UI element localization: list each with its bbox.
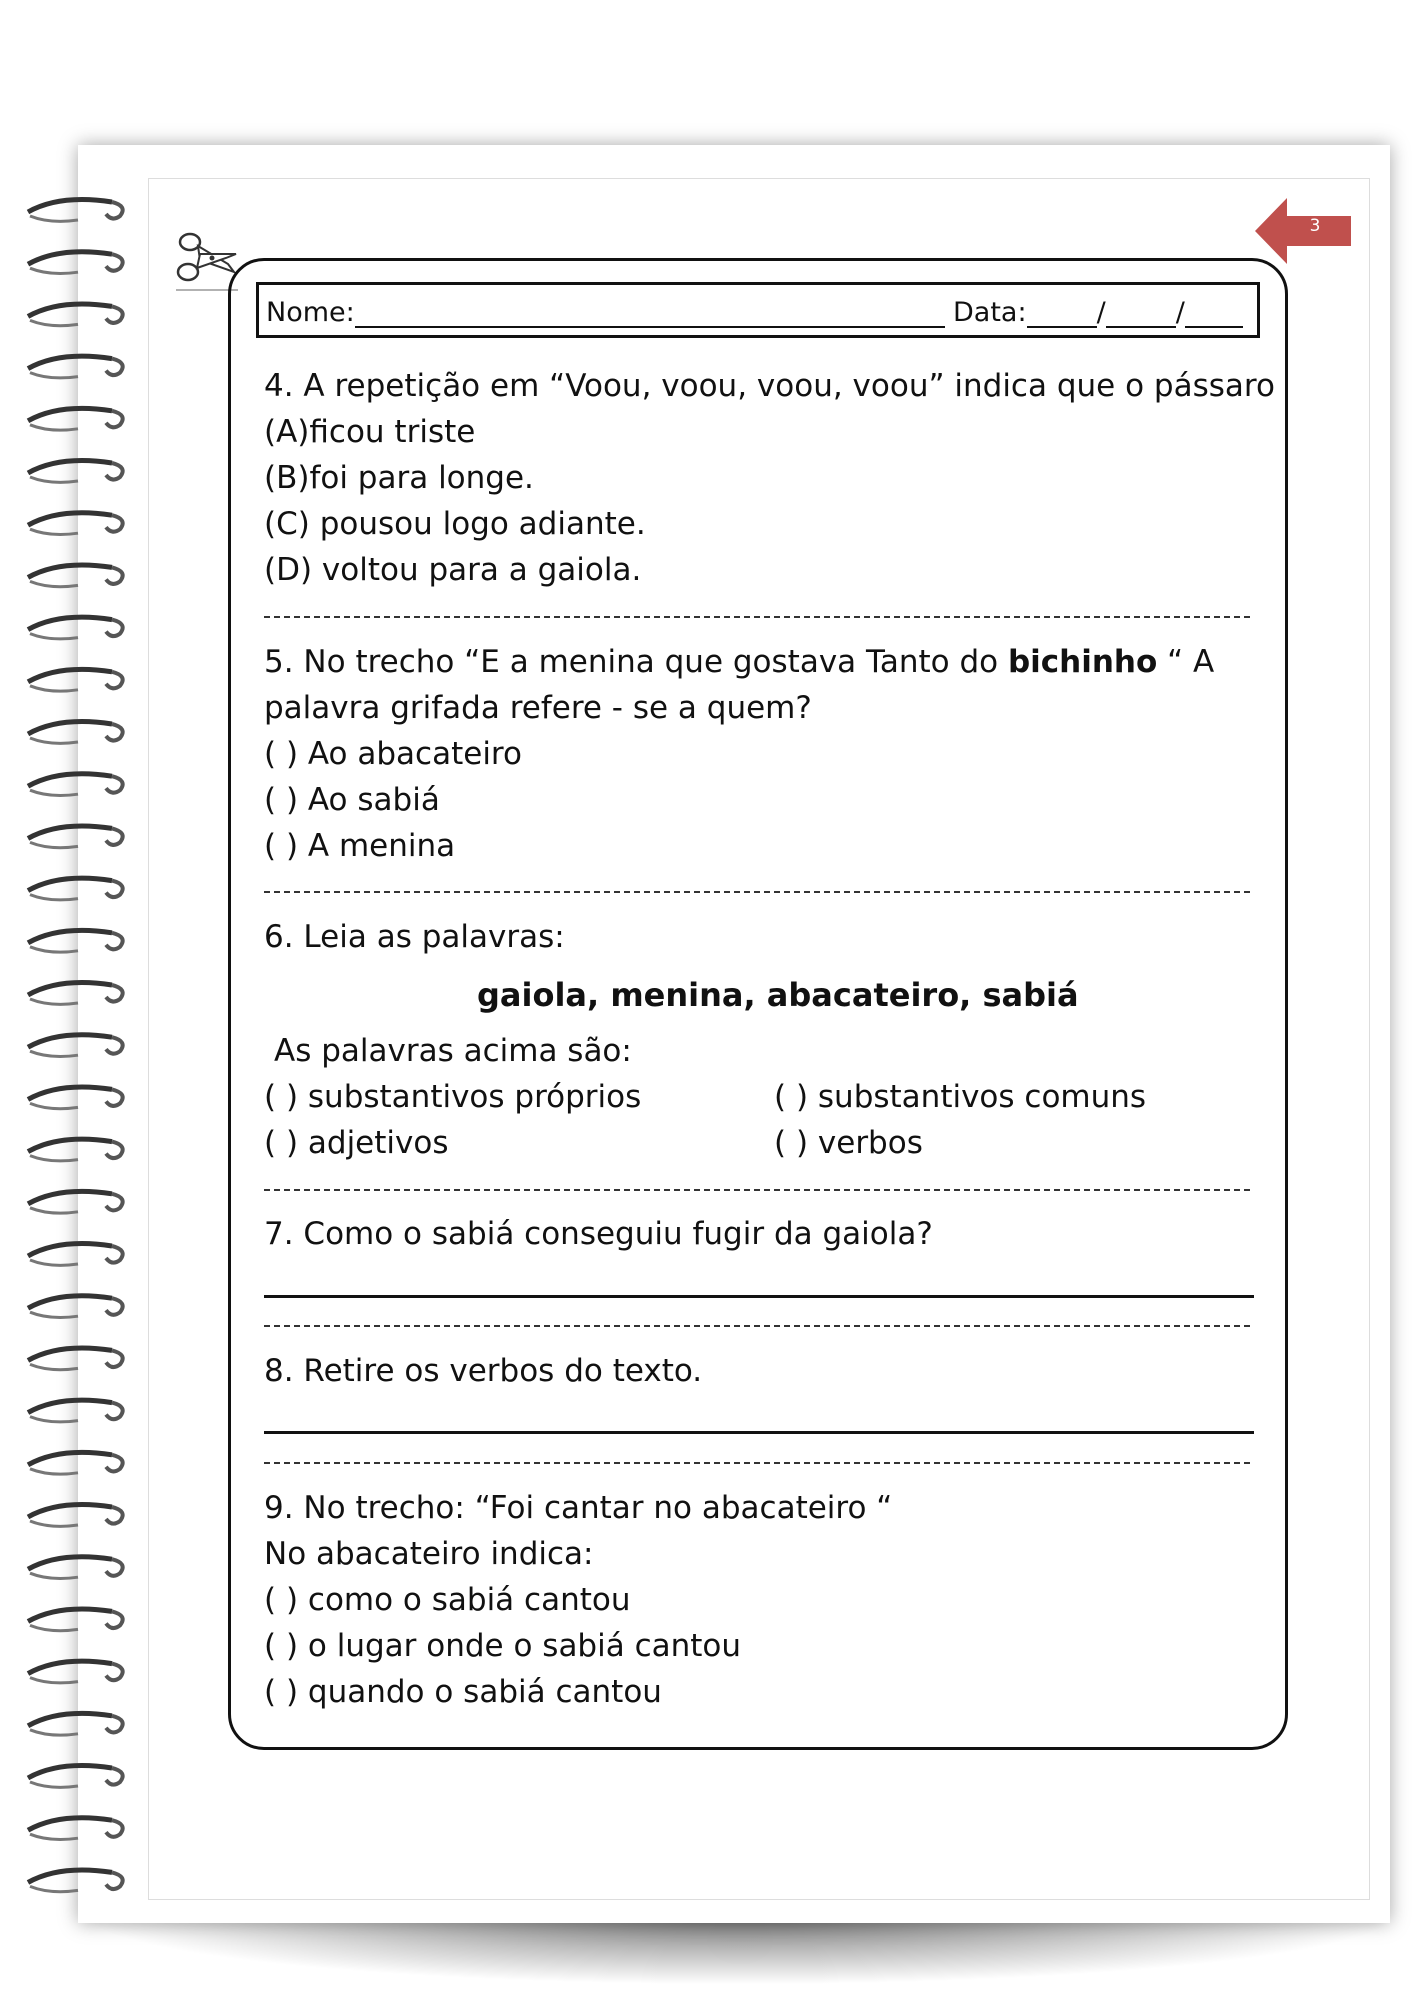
date-field[interactable] (953, 297, 1243, 328)
spiral-ring-front (30, 373, 78, 378)
q6-option-proper-nouns[interactable]: ( ) substantivos próprios (264, 1079, 642, 1115)
spiral-ring-hook (106, 1820, 123, 1837)
spiral-ring-hook (106, 1559, 123, 1576)
q9-option-2[interactable]: ( ) o lugar onde o sabiá cantou (264, 1628, 742, 1664)
spiral-ring-hook (106, 1768, 123, 1785)
spiral-ring-front (30, 1678, 78, 1683)
spiral-ring-front (30, 529, 78, 534)
spiral-ring-hook (106, 1194, 123, 1211)
spiral-ring-hook (106, 1142, 123, 1159)
spiral-ring (28, 617, 112, 629)
spiral-ring-hook (106, 724, 123, 741)
spiral-ring (28, 1087, 112, 1099)
question-6-prompt: As palavras acima são: (274, 1033, 632, 1069)
spiral-ring (28, 722, 112, 734)
spiral-ring-front (30, 634, 78, 639)
question-6: 6. Leia as palavras: (264, 919, 565, 955)
spiral-ring (28, 1348, 112, 1360)
spiral-ring (28, 930, 112, 942)
spiral-ring-front (30, 999, 78, 1004)
spiral-ring-hook (106, 359, 123, 376)
spiral-ring-front (30, 895, 78, 900)
spiral-ring-front (30, 1625, 78, 1630)
spiral-ring-hook (106, 1350, 123, 1367)
question-9: 9. No trecho: “Foi cantar no abacateiro “ (264, 1490, 893, 1526)
spiral-ring (28, 200, 112, 212)
spiral-ring-front (30, 1312, 78, 1317)
spiral-ring (28, 1557, 112, 1569)
question-7: 7. Como o sabiá conseguiu fugir da gaiola? (264, 1216, 933, 1252)
question-4: 4. A repetição em “Voou, voou, voou, voou” indica que o pássaro (264, 368, 1275, 404)
spiral-ring-hook (106, 672, 123, 689)
spiral-ring (28, 826, 112, 838)
spiral-ring-hook (106, 985, 123, 1002)
spiral-ring (28, 1400, 112, 1412)
spiral-ring (28, 669, 112, 681)
spiral-ring (28, 983, 112, 995)
spiral-ring-hook (106, 463, 123, 480)
spiral-ring-front (30, 1886, 78, 1891)
spiral-ring-front (30, 320, 78, 325)
spiral-ring (28, 774, 112, 786)
spiral-ring-hook (106, 776, 123, 793)
spiral-ring-hook (106, 933, 123, 950)
question-9-prompt: No abacateiro indica: (264, 1536, 594, 1572)
spiral-ring-front (30, 1260, 78, 1265)
divider (264, 891, 1250, 893)
spiral-ring-front (30, 1417, 78, 1422)
spiral-ring-hook (106, 567, 123, 584)
divider (264, 1462, 1250, 1464)
spiral-ring-hook (106, 1298, 123, 1315)
divider (264, 616, 1250, 618)
spiral-ring-hook (106, 1664, 123, 1681)
name-line[interactable] (355, 302, 945, 328)
spiral-ring-front (30, 1156, 78, 1161)
spiral-ring-hook (106, 1455, 123, 1472)
question-8: 8. Retire os verbos do texto. (264, 1353, 703, 1389)
q9-option-1[interactable]: ( ) como o sabiá cantou (264, 1582, 631, 1618)
spiral-ring-front (30, 477, 78, 482)
name-label: Nome: (266, 297, 355, 328)
spiral-ring-front (30, 1730, 78, 1735)
spiral-ring-front (30, 425, 78, 430)
spiral-ring (28, 878, 112, 890)
q6-option-common-nouns[interactable]: ( ) substantivos comuns (774, 1079, 1147, 1115)
spiral-ring-front (30, 1208, 78, 1213)
spiral-ring-hook (106, 828, 123, 845)
spiral-ring (28, 1870, 112, 1882)
q5-option-3[interactable]: ( ) A menina (264, 828, 456, 864)
spiral-ring (28, 1661, 112, 1673)
spiral-ring (28, 1818, 112, 1830)
spiral-ring (28, 513, 112, 525)
spiral-binding (20, 185, 140, 1905)
q4-option-b[interactable]: (B)foi para longe. (264, 460, 534, 496)
spiral-ring (28, 408, 112, 420)
spiral-ring-front (30, 686, 78, 691)
page-shadow (80, 1915, 1400, 1985)
word-list: gaiola, menina, abacateiro, sabiá (477, 976, 1079, 1014)
spiral-ring-front (30, 268, 78, 273)
name-field[interactable] (266, 297, 945, 328)
question-5-line2: palavra grifada refere - se a quem? (264, 690, 812, 726)
spiral-ring (28, 1296, 112, 1308)
spiral-ring-hook (106, 306, 123, 323)
spiral-ring-front (30, 842, 78, 847)
spiral-ring-front (30, 1103, 78, 1108)
date-separator: / (1096, 297, 1106, 328)
spiral-ring-hook (106, 1611, 123, 1628)
question-5: 5. No trecho “E a menina que gostava Tanto do bichinho “ A (264, 644, 1215, 680)
spiral-ring-front (30, 1834, 78, 1839)
spiral-ring (28, 1505, 112, 1517)
spiral-ring-front (30, 1364, 78, 1369)
spiral-ring-hook (106, 1716, 123, 1733)
date-separator: / (1175, 297, 1185, 328)
q4-option-d[interactable]: (D) voltou para a gaiola. (264, 552, 642, 588)
q6-option-verbs[interactable]: ( ) verbos (774, 1125, 923, 1161)
spiral-ring-front (30, 790, 78, 795)
answer-line-8[interactable] (264, 1431, 1254, 1434)
spiral-ring-front (30, 947, 78, 952)
spiral-ring (28, 1713, 112, 1725)
spiral-ring-hook (106, 1872, 123, 1889)
spiral-ring-hook (106, 620, 123, 637)
q6-option-adjectives[interactable]: ( ) adjetivos (264, 1125, 449, 1161)
spiral-ring-hook (106, 1037, 123, 1054)
spiral-ring (28, 356, 112, 368)
spiral-ring-front (30, 1051, 78, 1056)
spiral-ring (28, 461, 112, 473)
spiral-ring (28, 1452, 112, 1464)
header-box (256, 282, 1260, 338)
spiral-ring (28, 565, 112, 577)
q4-option-a[interactable]: (A)ficou triste (264, 414, 476, 450)
spiral-ring (28, 1035, 112, 1047)
q5-option-2[interactable]: ( ) Ao sabiá (264, 782, 440, 818)
q4-option-c[interactable]: (C) pousou logo adiante. (264, 506, 646, 542)
spiral-ring-hook (106, 411, 123, 428)
divider (264, 1325, 1250, 1327)
spiral-ring-hook (106, 202, 123, 219)
spiral-ring (28, 252, 112, 264)
spiral-ring-hook (106, 1403, 123, 1420)
q9-option-3[interactable]: ( ) quando o sabiá cantou (264, 1674, 662, 1710)
spiral-ring-hook (106, 254, 123, 271)
spiral-ring (28, 1244, 112, 1256)
spiral-ring (28, 1766, 112, 1778)
spiral-ring-front (30, 581, 78, 586)
spiral-ring (28, 1609, 112, 1621)
spiral-ring-hook (106, 515, 123, 532)
highlighted-word: bichinho (1007, 644, 1158, 680)
spiral-ring (28, 304, 112, 316)
spiral-ring-front (30, 1782, 78, 1787)
spiral-ring-hook (106, 1089, 123, 1106)
spiral-ring (28, 1191, 112, 1203)
divider (264, 1189, 1250, 1191)
spiral-ring-hook (106, 881, 123, 898)
spiral-ring-front (30, 738, 78, 743)
spiral-ring-hook (106, 1246, 123, 1263)
answer-line-7[interactable] (264, 1295, 1254, 1298)
date-label: Data: (953, 297, 1027, 328)
spiral-ring-front (30, 216, 78, 221)
spiral-ring-front (30, 1469, 78, 1474)
spiral-ring-front (30, 1573, 78, 1578)
spiral-ring (28, 1139, 112, 1151)
spiral-ring-hook (106, 1507, 123, 1524)
page-number: 3 (1309, 216, 1321, 236)
spiral-ring-front (30, 1521, 78, 1526)
q5-option-1[interactable]: ( ) Ao abacateiro (264, 736, 522, 772)
